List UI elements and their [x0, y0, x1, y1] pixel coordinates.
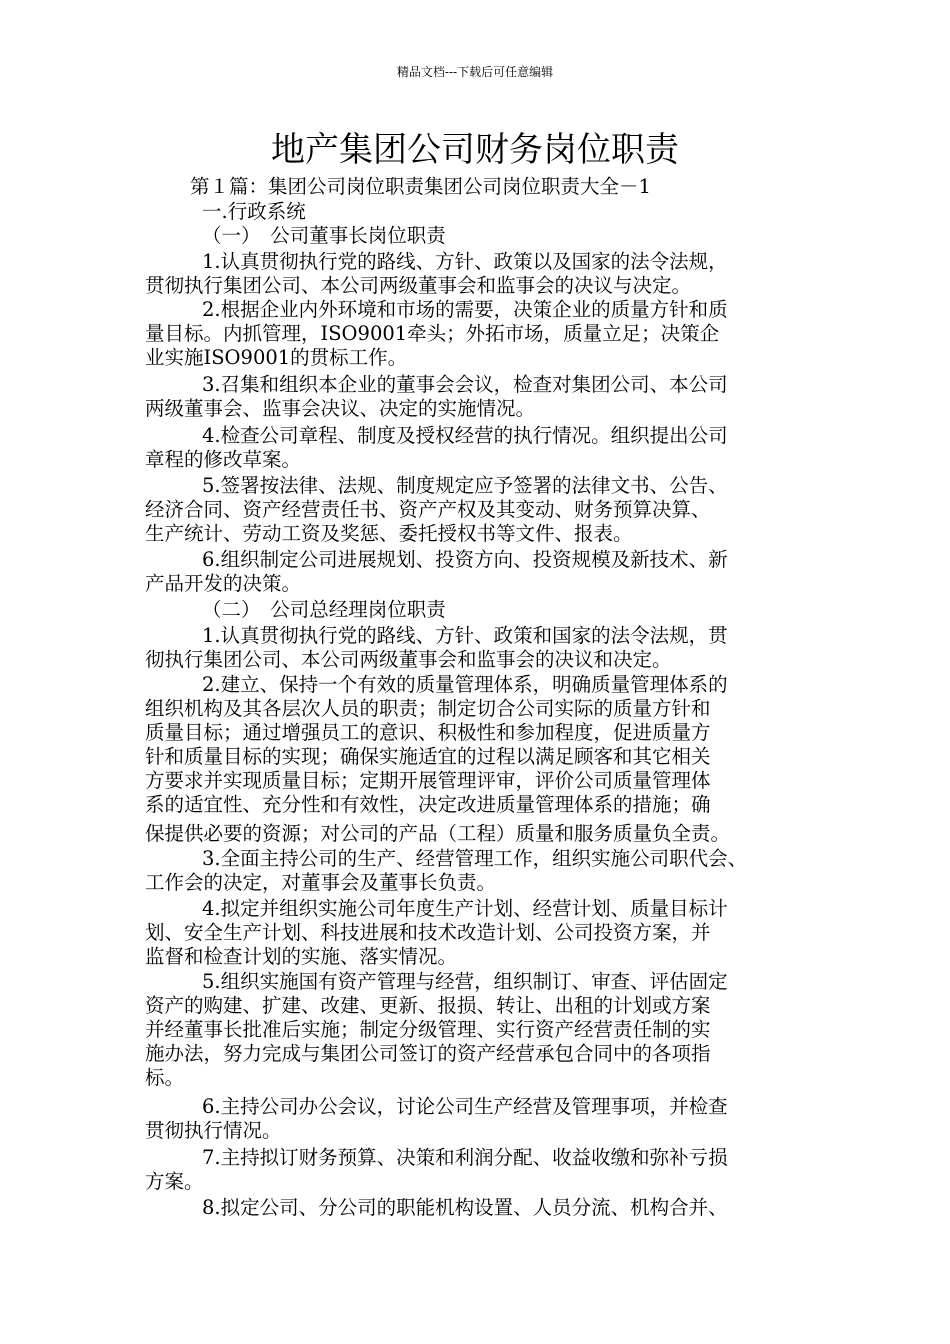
- text-line: 产品开发的决策。: [145, 572, 302, 595]
- text-line: 方要求并实现质量目标；定期开展管理评审，评价公司质量管理体: [145, 769, 711, 792]
- text-line: 8.拟定公司、分公司的职能机构设置、人员分流、机构合并、: [202, 1196, 728, 1219]
- text-line: 施办法，努力完成与集团公司签订的资产经营承包合同中的各项指: [145, 1042, 711, 1065]
- text-line: 标。: [145, 1066, 185, 1089]
- page-header: 精品文档---下载后可任意编辑: [396, 65, 554, 79]
- text-line: 资产的购建、扩建、改建、更新、报损、转让、出租的计划或方案: [145, 994, 711, 1017]
- text-line: 5.组织实施国有资产管理与经营，组织制订、审查、评估固定: [202, 970, 728, 993]
- text-line: 2.根据企业内外环境和市场的需要，决策企业的质量方针和质: [202, 298, 728, 321]
- text-line: 保提供必要的资源；对公司的产品（工程）质量和服务质量负全责。: [145, 822, 731, 845]
- text-line: 量目标。内抓管理，ISO9001牵头；外拓市场，质量立足；决策企: [145, 322, 720, 345]
- text-line: 业实施ISO9001的贯标工作。: [145, 346, 408, 369]
- text-line: 系的适宜性、充分性和有效性，决定改进质量管理体系的措施；确: [145, 793, 711, 816]
- text-line: 组织机构及其各层次人员的职责；制定切合公司实际的质量方针和: [145, 697, 711, 720]
- document-title: 地产集团公司财务岗位职责: [271, 130, 679, 170]
- text-line: 4.拟定并组织实施公司年度生产计划、经营计划、质量目标计: [202, 897, 728, 920]
- text-line: 生产统计、劳动工资及奖惩、委托授权书等文件、报表。: [145, 522, 633, 545]
- subsection-heading: （二） 公司总经理岗位职责: [202, 598, 446, 621]
- text-line: 贯彻执行情况。: [145, 1119, 282, 1142]
- text-line: 7.主持拟订财务预算、决策和利润分配、收益收缴和弥补亏损: [202, 1146, 728, 1169]
- text-line: 2.建立、保持一个有效的质量管理体系，明确质量管理体系的: [202, 673, 728, 696]
- text-line: 经济合同、资产经营责任书、资产产权及其变动、财务预算决算、: [145, 498, 711, 521]
- subtitle-line: 第１篇：集团公司岗位职责集团公司岗位职责大全－1: [190, 175, 651, 198]
- text-line: 6.组织制定公司进展规划、投资方向、投资规模及新技术、新: [202, 548, 728, 571]
- text-line: 监督和检查计划的实施、落实情况。: [145, 945, 458, 968]
- text-line: 工作会的决定，对董事会及董事长负责。: [145, 871, 497, 894]
- text-line: 5.签署按法律、法规、制度规定应予签署的法律文书、公告、: [202, 474, 728, 497]
- text-line: 3.全面主持公司的生产、经营管理工作，组织实施公司职代会、: [202, 847, 748, 870]
- subsection-heading: （一） 公司董事长岗位职责: [202, 224, 446, 247]
- text-line: 4.检查公司章程、制度及授权经营的执行情况。组织提出公司: [202, 424, 728, 447]
- text-line: 贯彻执行集团公司、本公司两级董事会和监事会的决议与决定。: [145, 274, 692, 297]
- text-line: 彻执行集团公司、本公司两级董事会和监事会的决议和决定。: [145, 648, 672, 671]
- text-line: 方案。: [145, 1170, 204, 1193]
- text-line: 章程的修改草案。: [145, 448, 302, 471]
- text-line: 针和质量目标的实现；确保实施适宜的过程以满足顾客和其它相关: [145, 745, 711, 768]
- section-heading: 一.行政系统: [202, 200, 306, 223]
- text-line: 1.认真贯彻执行党的路线、方针、政策和国家的法令法规，贯: [202, 624, 728, 647]
- text-line: 两级董事会、监事会决议、决定的实施情况。: [145, 397, 536, 420]
- text-line: 划、安全生产计划、科技进展和技术改造计划、公司投资方案，并: [145, 921, 711, 944]
- text-line: 质量目标；通过增强员工的意识、积极性和参加程度，促进质量方: [145, 721, 711, 744]
- text-line: 6.主持公司办公会议，讨论公司生产经营及管理事项，并检查: [202, 1095, 728, 1118]
- text-line: 并经董事长批准后实施；制定分级管理、实行资产经营责任制的实: [145, 1018, 711, 1041]
- text-line: 1.认真贯彻执行党的路线、方针、政策以及国家的法令法规，: [202, 250, 728, 273]
- text-line: 3.召集和组织本企业的董事会会议，检查对集团公司、本公司: [202, 373, 728, 396]
